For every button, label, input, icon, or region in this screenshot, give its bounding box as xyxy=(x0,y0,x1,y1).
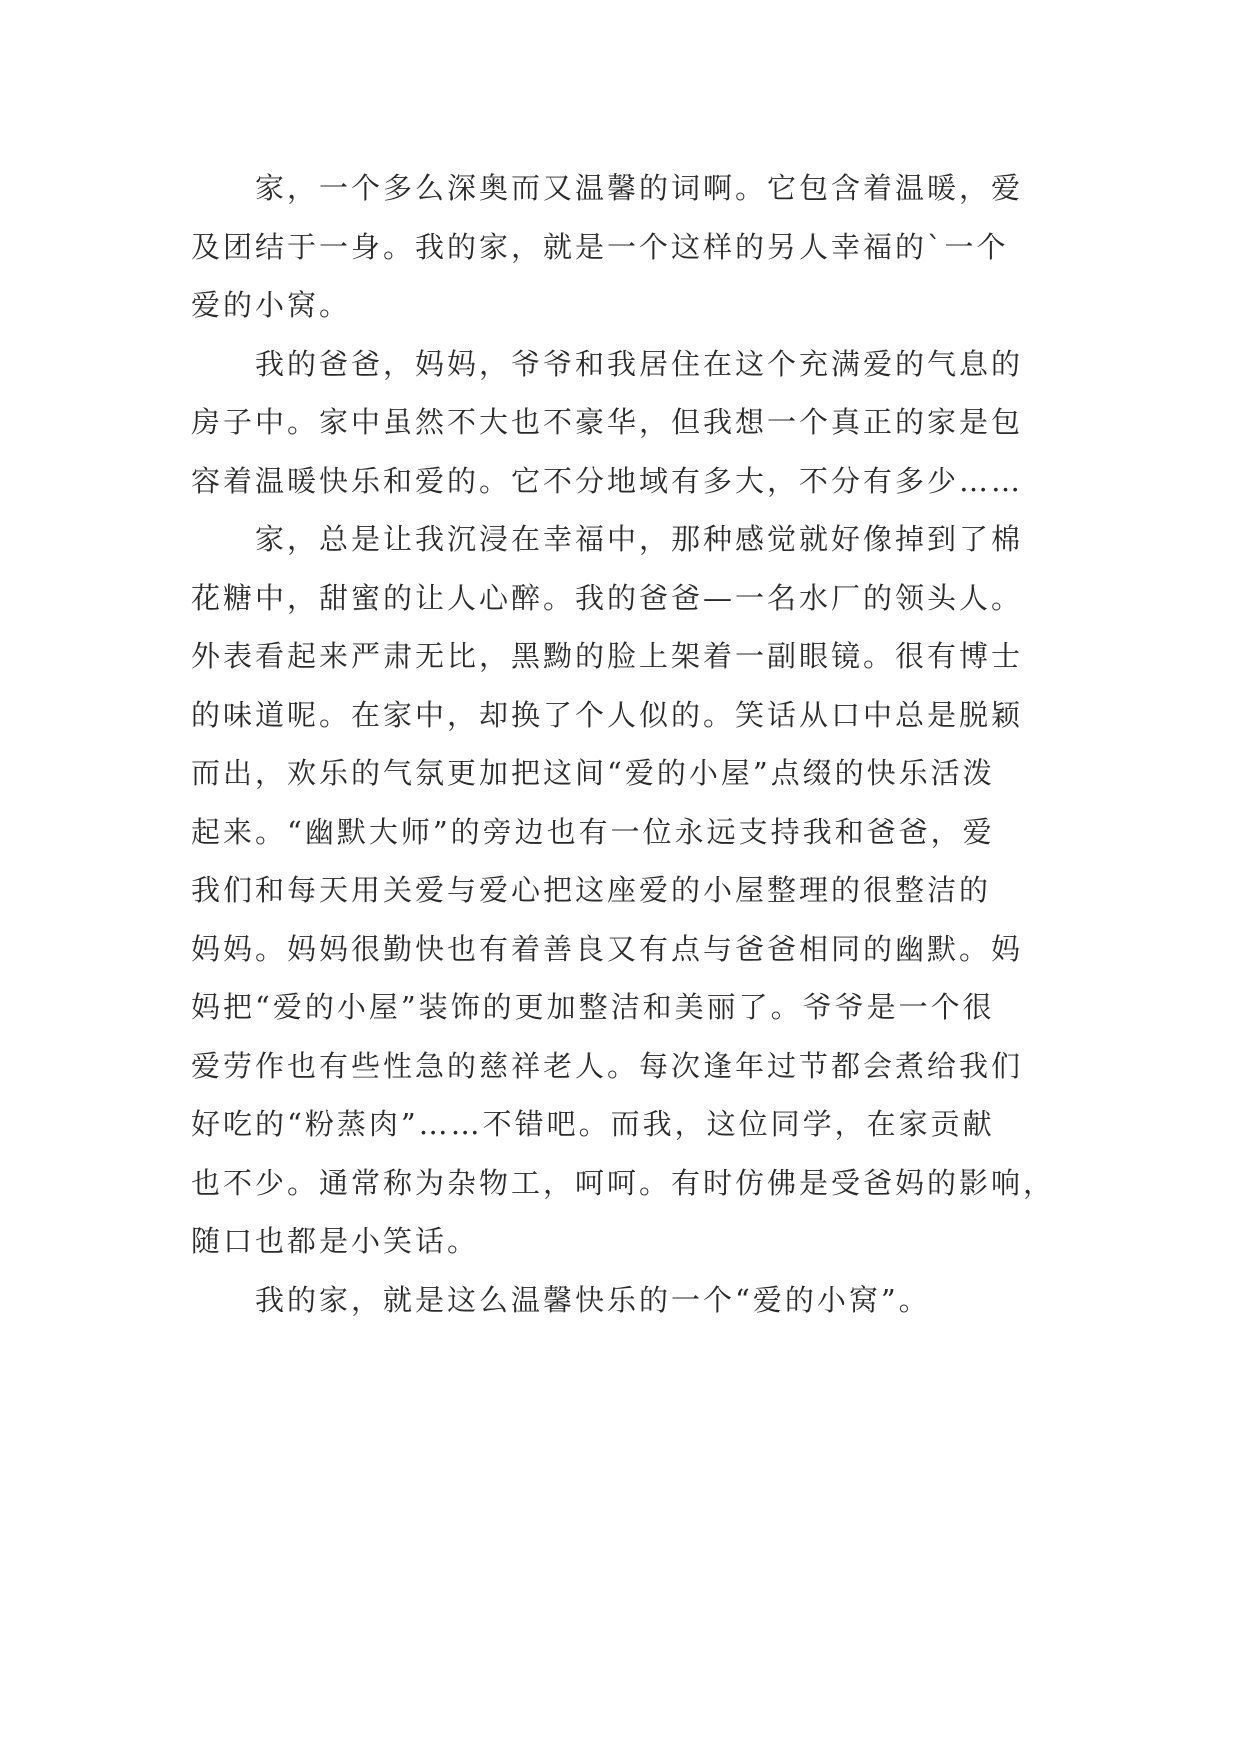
text-line: 的味道呢。在家中，却换了个人似的。笑话从口中总是脱颖 xyxy=(191,697,1024,732)
text-line: 及团结于一身。我的家，就是一个这样的另人幸福的`一个 xyxy=(191,229,1009,264)
essay-body xyxy=(191,159,1056,1329)
text-line: 花糖中，甜蜜的让人心醉。我的爸爸—一名水厂的领头人。 xyxy=(191,580,1024,615)
text-line: 房子中。家中虽然不大也不豪华，但我想一个真正的家是包 xyxy=(191,405,1024,439)
text-line: 家，一个多么深奥而又温馨的词啊。它包含着温暖，爱 xyxy=(255,171,1024,205)
text-line: 家，总是让我沉浸在幸福中，那种感觉就好像掉到了棉 xyxy=(255,522,1024,556)
text-line: 也不少。通常称为杂物工，呵呵。有时仿佛是受爸妈的影响， xyxy=(191,1165,1056,1200)
text-line: 起来。“幽默大师”的旁边也有一位永远支持我和爸爸，爱 xyxy=(191,814,995,849)
text-line: 随口也都是小笑话。 xyxy=(191,1224,480,1258)
text-line: 爱的小窝。 xyxy=(191,288,352,322)
text-line: 外表看起来严肃无比，黑黝的脸上架着一副眼镜。很有博士 xyxy=(191,639,1024,673)
text-line: 而出，欢乐的气氛更加把这间“爱的小屋”点缀的快乐活泼 xyxy=(191,756,995,790)
text-line: 容着温暖快乐和爱的。它不分地域有多大，不分有多少…… xyxy=(191,463,1024,498)
text-line: 我的家，就是这么温馨快乐的一个“爱的小窝”。 xyxy=(255,1282,931,1317)
text-line: 好吃的“粉蒸肉”……不错吧。而我，这位同学，在家贡献 xyxy=(191,1107,995,1141)
text-line: 我的爸爸，妈妈，爷爷和我居住在这个充满爱的气息的 xyxy=(255,346,1024,381)
text-line: 我们和每天用关爱与爱心把这座爱的小屋整理的很整洁的 xyxy=(191,873,992,907)
text-line: 妈把“爱的小屋”装饰的更加整洁和美丽了。爷爷是一个很 xyxy=(191,990,995,1024)
text-line: 爱劳作也有些性急的慈祥老人。每次逢年过节都会煮给我们 xyxy=(191,1048,1024,1083)
text-line: 妈妈。妈妈很勤快也有着善良又有点与爸爸相同的幽默。妈 xyxy=(191,931,1024,966)
